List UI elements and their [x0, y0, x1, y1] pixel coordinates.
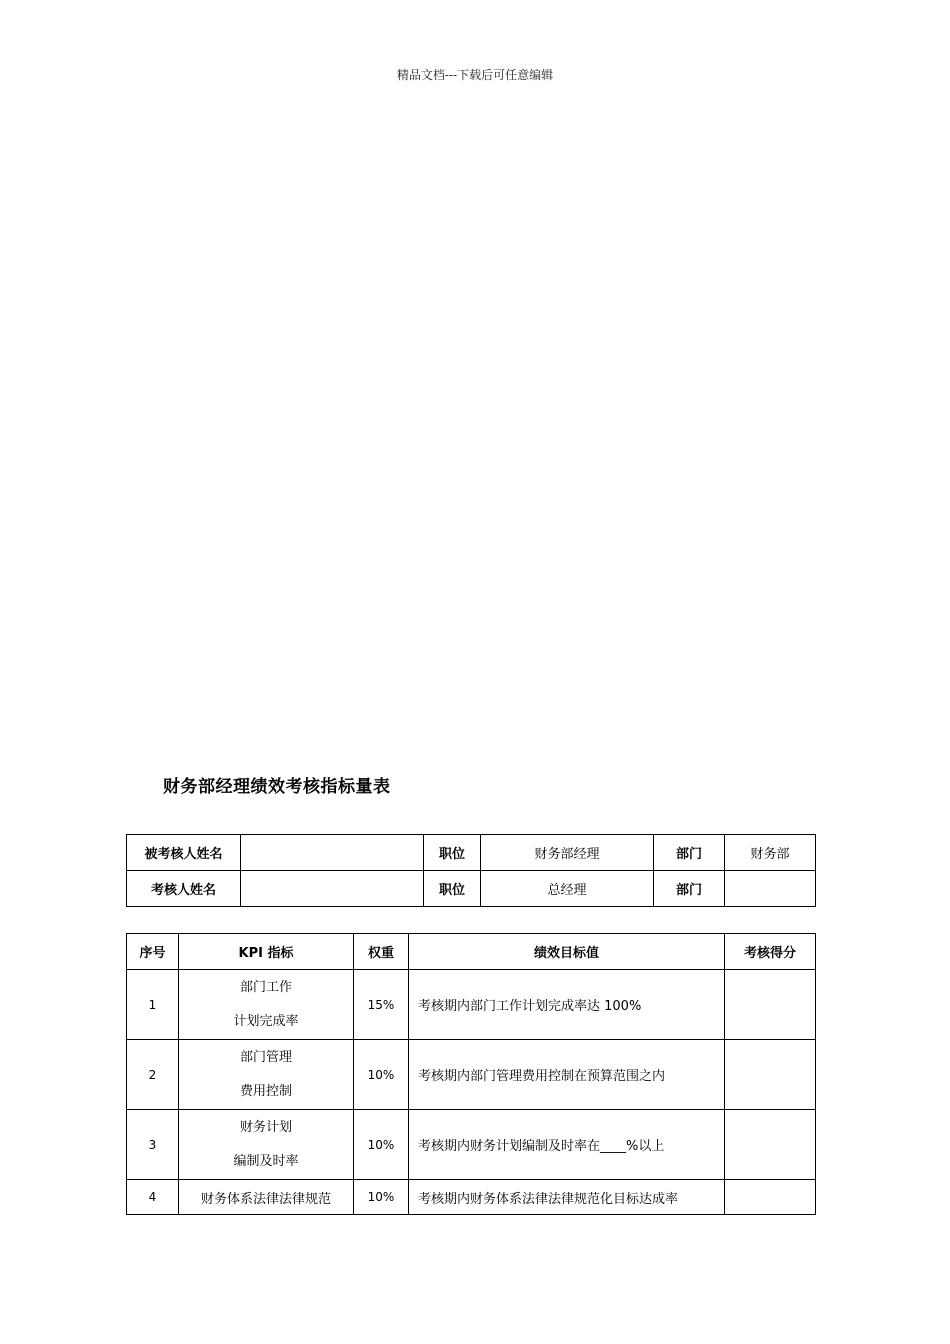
- assessee-position-label: 职位: [424, 835, 481, 871]
- assessor-dept-field[interactable]: [725, 871, 816, 907]
- table-row: [127, 1110, 816, 1180]
- kpi-name-line1: 部门工作: [239, 979, 292, 995]
- document-title: 财务部经理绩效考核指标量表: [163, 777, 391, 797]
- info-row-assessee: [127, 835, 816, 871]
- assessor-position-value: 总经理: [481, 871, 654, 907]
- assessee-position-value: 财务部经理: [481, 835, 654, 871]
- kpi-score-cell[interactable]: [725, 970, 816, 1040]
- kpi-target: 考核期内财务体系法律法律规范化目标达成率: [409, 1180, 725, 1215]
- kpi-name: [179, 970, 354, 1040]
- assessee-dept-label: 部门: [654, 835, 725, 871]
- kpi-name-line2: 费用控制: [239, 1083, 292, 1099]
- kpi-name-line2: 计划完成率: [233, 1013, 299, 1029]
- assessor-position-label: 职位: [424, 871, 481, 907]
- kpi-table: [126, 933, 816, 1215]
- kpi-target: 考核期内财务计划编制及时率在____%以上: [409, 1110, 725, 1180]
- kpi-name: [179, 1040, 354, 1110]
- kpi-score-cell[interactable]: [725, 1180, 816, 1215]
- kpi-weight: 15%: [354, 970, 409, 1040]
- info-row-assessor: [127, 871, 816, 907]
- table-row: [127, 1180, 816, 1215]
- assessee-name-label: 被考核人姓名: [127, 835, 241, 871]
- kpi-name-line2: 编制及时率: [233, 1153, 299, 1169]
- kpi-weight: 10%: [354, 1040, 409, 1110]
- kpi-weight: 10%: [354, 1110, 409, 1180]
- kpi-name: [179, 1110, 354, 1180]
- row-number: 4: [127, 1180, 179, 1215]
- header-note: 精品文档---下载后可任意编辑: [396, 68, 554, 82]
- table-row: [127, 1040, 816, 1110]
- kpi-score-cell[interactable]: [725, 1110, 816, 1180]
- info-table: [126, 834, 816, 907]
- kpi-target: 考核期内部门管理费用控制在预算范围之内: [409, 1040, 725, 1110]
- assessor-dept-label: 部门: [654, 871, 725, 907]
- kpi-weight: 10%: [354, 1180, 409, 1215]
- assessee-name-field[interactable]: [241, 835, 424, 871]
- row-number: 3: [127, 1110, 179, 1180]
- table-row: [127, 970, 816, 1040]
- assessor-name-field[interactable]: [241, 871, 424, 907]
- kpi-header-row: [127, 934, 816, 970]
- kpi-score-cell[interactable]: [725, 1040, 816, 1110]
- header-no: 序号: [127, 934, 179, 970]
- header-score: 考核得分: [725, 934, 816, 970]
- kpi-name: 财务体系法律法律规范: [179, 1180, 354, 1215]
- kpi-name-line1: 部门管理: [239, 1049, 292, 1065]
- kpi-name-line1: 财务计划: [239, 1119, 292, 1135]
- row-number: 1: [127, 970, 179, 1040]
- header-target: 绩效目标值: [409, 934, 725, 970]
- assessor-name-label: 考核人姓名: [127, 871, 241, 907]
- kpi-target: 考核期内部门工作计划完成率达 100%: [409, 970, 725, 1040]
- row-number: 2: [127, 1040, 179, 1110]
- assessee-dept-value: 财务部: [725, 835, 816, 871]
- header-weight: 权重: [354, 934, 409, 970]
- header-kpi: KPI 指标: [179, 934, 354, 970]
